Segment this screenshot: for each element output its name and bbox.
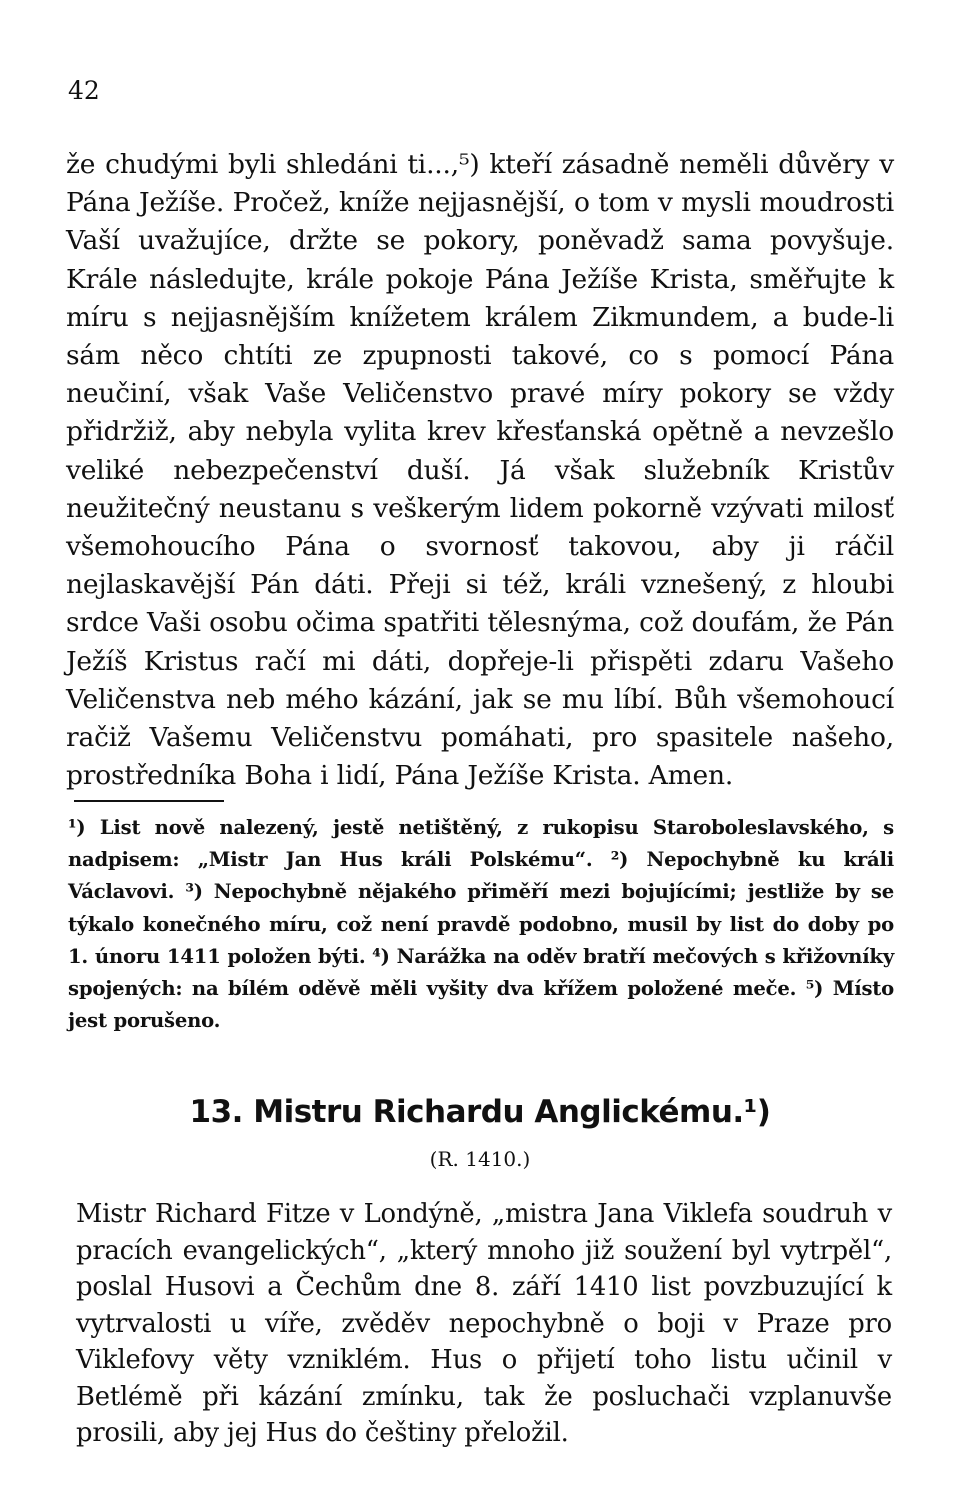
section-heading: 13. Mistru Richardu Anglickému.¹)	[189, 1094, 771, 1130]
footnote-separator-rule	[74, 800, 224, 802]
section-intro-paragraph: Mistr Richard Fitze v Londýně, „mistra Jana Viklefa soudruh v pracích evangelických“, „který mnoho již soužení byl vytrpěl“, poslal Husovi a Čechům dne 8. září 1410 list povzbuzující k vytrvalosti u víře, zvěděv nepochybně o boji v Praze pro Viklefovy věty vzniklém. Hus o přijetí toho listu učinil v Betlémě při kázání zmínku, tak že posluchači vzplanuvše prosili, aby jej Hus do češtiny přeložil.	[76, 1199, 892, 1448]
page-number: 42	[68, 76, 100, 105]
footnotes: ¹) List nově nalezený, jestě netištěný, z rukopisu Staroboleslavského, s nadpisem: „Mistr Jan Hus králi Polskému“. ²) Nepochybně ku králi Václavovi. ³) Nepochybně nějakého přiměří mezi bojujícími; jestliže by se týkalo konečného míru, což není pravdě podobno, musil by list do doby po 1. únoru 1411 položen býti. ⁴) Narážka na oděv bratří mečových s křižovníky spojených: na bílém oděvě měli vyšity dva křížem položené meče. ⁵) Místo jest porušeno.	[68, 816, 894, 1033]
section-date: (R. 1410.)	[429, 1147, 531, 1171]
letter-body-paragraph: že chudými byli shledáni ti...,⁵) kteří zásadně neměli důvěry v Pána Ježíše. Pročež, kníže nejjasnější, o tom v mysli moudrosti Vaší uvažujíce, držte se pokory, poněvadž sama povyšuje. Krále následujte, krále pokoje Pána Ježíše Krista, směřujte k míru s nejjasnějším knížetem králem Zikmundem, a bude-li sám něco chtíti ze zpupnosti takové, co s pomocí Pána neučiní, však Vaše Veličenstvo pravé míry pokory se vždy přidržiž, aby nebyla vylita krev křesťanská opětně a nevzešlo veliké nebezpečenství duší. Já však služebník Kristův neužitečný neustanu s veškerým lidem pokorně vzývati milosť všemohoucího Pána o svornosť takovou, aby ji ráčil nejlaskavější Pán dáti. Přeji si též, králi vznešený, z hloubi srdce Vaši osobu očima spatřiti tělesnýma, což doufám, že Pán Ježíš Kristus račí mi dáti, dopřeje-li přispěti zdaru Vašeho Veličenstva neb mého kázání, jak se mu líbí. Bůh všemohoucí račiž Vašemu Veličenstvu pomáhati, pro spasitele našeho, prostředníka Boha i lidí, Pána Ježíše Krista. Amen.	[66, 149, 894, 792]
